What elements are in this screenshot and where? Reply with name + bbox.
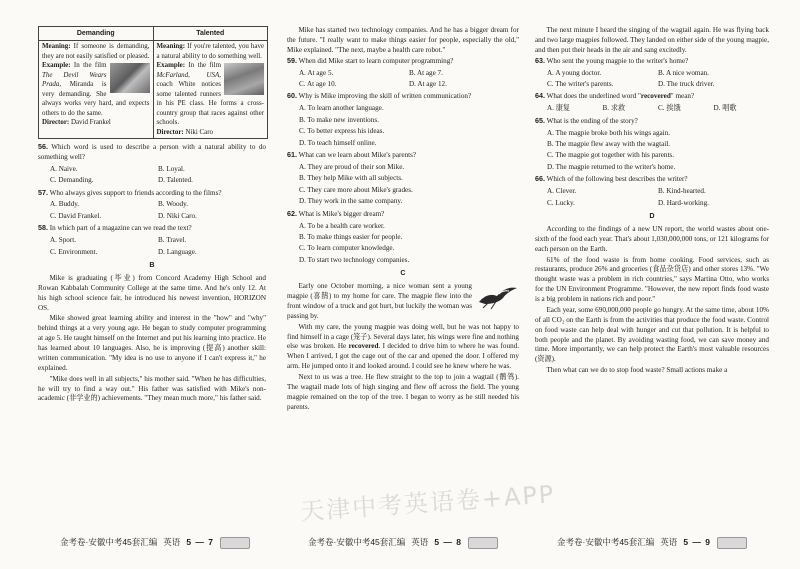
meaning-text: If someone is demanding, they are not easily satisfied or pleased. xyxy=(42,42,150,60)
footer-subject: 英语 xyxy=(660,537,678,548)
question-text: What is the ending of the story? xyxy=(546,116,638,125)
question-text: Why is Mike improving the skill of written communication? xyxy=(298,92,472,101)
section-label-b: B xyxy=(149,261,155,270)
director-name: David Frankel xyxy=(70,118,111,127)
option[interactable]: D. Hard-working. xyxy=(658,198,709,207)
meaning-label: Meaning xyxy=(42,42,69,51)
meaning-label: Meaning xyxy=(156,42,183,51)
director-label: Director xyxy=(42,118,67,127)
example-label: Example xyxy=(156,61,183,70)
option[interactable]: B. 求救 xyxy=(602,104,626,113)
option[interactable]: B. Woody. xyxy=(158,200,188,209)
question-62: 62. What is Mike's bigger dream? A. To be a health care worker. B. To make things easier for people. C. To learn computer knowledge. D. To start two technology companies. xyxy=(287,210,519,267)
passage-paragraph: Mike showed great learning ability and interest in the "how" and "why" behind things at a very young age. He began to study computer programming at age 5. He taught himself on the Internet and put his learning into practice. He has learned about 10 languages. Also, he is improving (提高) another skill: written communication. "My idea is no use to anyone if I can't express it," he explained. xyxy=(38,314,266,372)
option[interactable]: C. At age 10. xyxy=(299,79,337,88)
option[interactable]: A. Sport. xyxy=(50,236,76,245)
option[interactable]: A. 康复 xyxy=(547,104,571,113)
option[interactable]: A. Buddy. xyxy=(50,200,80,209)
footer-subject: 英语 xyxy=(163,537,181,548)
option[interactable]: C. They care more about Mike's grades. xyxy=(299,185,413,194)
question-57: 57. Who always gives support to friends according to the films? A. Buddy. B. Woody. C. David Frankel. D. Niki Caro. xyxy=(38,189,266,223)
option[interactable]: B. Loyal. xyxy=(158,164,185,173)
column-left xyxy=(38,26,266,405)
watermark: 天津中考英语卷+APP xyxy=(299,480,557,526)
table-header-demanding: Demanding xyxy=(39,27,154,41)
question-59: 59. When did Mike start to learn computer programming? A. At age 5. B. At age 7. C. At age 10. D. At age 12. xyxy=(287,57,519,91)
option[interactable]: D. At age 12. xyxy=(409,79,447,88)
publisher-logo-icon xyxy=(220,537,250,549)
meaning-text: If you're talented, you have a natural ability to do something well. xyxy=(156,42,264,60)
table-cell-talented: Meaning: If you're talented, you have a natural ability to do something well. Example: In the film McFarland, USA, coach White notices some talented runners in his PE class. He forms a cross-country group that races against other schools. Director: Niki Caro xyxy=(153,41,268,139)
option[interactable]: A. They are proud of their son Mike. xyxy=(299,162,405,171)
question-text: What is Mike's bigger dream? xyxy=(298,209,385,218)
passage-paragraph: Then what can we do to stop food waste? Small actions make a xyxy=(546,366,728,375)
column-right xyxy=(535,26,769,377)
passage-paragraph: Mike is graduating (毕业) from Concord Academy High School and Rowan Kabbalah Community College at the same time. And he's only 12. At his high school science fair, he introduced his newest invention, HORIZON OS. xyxy=(38,273,266,312)
option[interactable]: C. David Frankel. xyxy=(50,211,102,220)
option[interactable]: C. The magpie got together with his parents. xyxy=(547,151,674,160)
footer-page-number: 5 — 9 xyxy=(683,537,711,548)
option[interactable]: D. The magpie returned to the writer's home. xyxy=(547,162,676,171)
footer-title: 金考卷·安徽中考45套汇编 xyxy=(308,537,406,548)
publisher-logo-icon xyxy=(468,537,498,549)
question-66: 66. Which of the following best describes the writer? A. Clever. B. Kind-hearted. C. Lucky. D. Hard-working. xyxy=(535,175,769,209)
option[interactable]: B. The magpie flew away with the wagtail. xyxy=(547,140,671,148)
option[interactable]: A. To learn another language. xyxy=(299,104,384,113)
footer-page-number: 5 — 7 xyxy=(186,537,214,548)
passage-paragraph: According to the findings of a new UN report, the world wastes about one-sixth of the food each year. That's about 1,030,000,000 tons, or 121 kilograms for each person on the Earth. xyxy=(535,224,769,253)
magpie-bird-icon xyxy=(475,282,519,310)
option[interactable]: C. Environment. xyxy=(50,247,98,256)
option[interactable]: D. They work in the same company. xyxy=(299,197,403,206)
option[interactable]: A. To be a health care worker. xyxy=(299,221,385,230)
option[interactable]: A. A young doctor. xyxy=(547,68,602,77)
option[interactable]: A. At age 5. xyxy=(299,68,334,77)
option[interactable]: C. To better express his ideas. xyxy=(299,127,385,136)
option[interactable]: C. 挨饿 xyxy=(658,104,681,113)
passage-paragraph: "Mike does well in all subjects," his mother said. "When he has difficulties, he will try to find a way out." His father was satisfied with Mike's non-academic (非学业的) achievements. "They mean much more," his father said. xyxy=(38,374,266,403)
passage-paragraph: The next minute I heard the singing of the wagtail again. He was flying back and two large magpies followed. They landed on either side of the young magpie, and then put their heads in the air and sang excitedly. xyxy=(535,26,769,54)
film-still-photo xyxy=(110,63,150,93)
table-cell-demanding: Meaning: If someone is demanding, they are not easily satisfied or pleased. Example: In the film The Devil Wears Prada, Miranda is very demanding. She always works very hard, and expects others to do the same. Director: David Frankel xyxy=(39,41,154,139)
option[interactable]: D. To start two technology companies. xyxy=(299,255,410,264)
question-text: Which word is used to describe a person with a natural ability to do something well? xyxy=(38,142,267,161)
passage-paragraph: Mike has started two technology companies. And he has a bigger dream for the future. "I really want to make things easier for people, especially the old," Mike explained. "The next, maybe a health care robot." xyxy=(287,26,519,54)
question-group-a xyxy=(38,143,266,258)
example-label: Example xyxy=(42,61,69,70)
section-label-d: D xyxy=(649,212,655,221)
column-middle xyxy=(287,26,519,414)
footer-page-number: 5 — 8 xyxy=(434,537,462,548)
option[interactable]: A. The magpie broke both his wings again. xyxy=(547,128,671,137)
question-63: 63. Who sent the young magpie to the writer's home? A. A young doctor. B. A nice woman. C. The writer's parents. D. The truck driver. xyxy=(535,57,769,91)
question-61: 61. What can we learn about Mike's parents? A. They are proud of their son Mike. B. They help Mike with all subjects. C. They care more about Mike's grades. D. They work in the same company. xyxy=(287,151,519,208)
option[interactable]: D. Niki Caro. xyxy=(158,211,197,220)
option[interactable]: C. To learn computer knowledge. xyxy=(299,244,395,253)
option[interactable]: B. They help Mike with all subjects. xyxy=(299,174,403,183)
option[interactable]: B. A nice woman. xyxy=(658,68,709,77)
page-footer xyxy=(308,537,498,549)
option[interactable]: B. Kind-hearted. xyxy=(658,187,706,196)
question-text: Who always gives support to friends according to the films? xyxy=(49,188,222,197)
passage-paragraph: Early one October morning, a nice woman sent a young magpie (喜鹊) to my home for care. The magpie flew into the front window of a truck and got hurt, but luckily the woman was passing by. xyxy=(287,282,519,322)
film-still-photo xyxy=(224,63,264,95)
footer-title: 金考卷·安徽中考45套汇编 xyxy=(557,537,655,548)
question-60: 60. Why is Mike improving the skill of written communication? A. To learn another language. B. To make new inventions. C. To better express his ideas. D. To teach himself online. xyxy=(287,92,519,149)
question-64: 64. What does the underlined word "recovered" mean? A. 康复 B. 求救 C. 挨饿 D. 唱歌 xyxy=(535,92,769,114)
question-56: 56. Which word is used to describe a person with a natural ability to do something well? A. Naive. B. Loyal. C. Demanding. D. Talented. xyxy=(38,143,266,187)
question-text: In which part of a magazine can we read the text? xyxy=(49,224,192,233)
option[interactable]: D. To teach himself online. xyxy=(299,138,377,147)
question-58: 58. In which part of a magazine can we read the text? A. Sport. B. Travel. C. Environment. D. Language. xyxy=(38,224,266,258)
question-text: Which of the following best describes the writer? xyxy=(546,175,688,184)
footer-subject: 英语 xyxy=(411,537,429,548)
question-text: Who sent the young magpie to the writer's home? xyxy=(546,56,689,65)
publisher-logo-icon xyxy=(717,537,747,549)
option[interactable]: D. 唱歌 xyxy=(713,104,737,113)
underlined-word: recovered xyxy=(640,92,671,101)
option[interactable]: A. Clever. xyxy=(547,187,577,196)
passage-paragraph: With my care, the young magpie was doing well, but he was not happy to find himself in a cage (笼子). Several days later, his wings were fine and nothing else was broken. He recovered. I decided to drive him to where he was found. When I arrived, I got the cage out of the car and opened the door. I offered my arm. He jumped onto it and looked around. I could see he knew where he was. xyxy=(287,322,519,371)
option[interactable]: B. At age 7. xyxy=(409,68,443,77)
option[interactable]: D. Talented. xyxy=(158,176,193,185)
option[interactable]: B. Travel. xyxy=(158,236,187,245)
option[interactable]: D. Language. xyxy=(158,247,197,256)
page-footer xyxy=(60,537,250,549)
option[interactable]: B. To make things easier for people. xyxy=(299,232,403,241)
table-header-talented: Talented xyxy=(153,27,268,41)
passage-paragraph: 61% of the food waste is from home cooking. Food services, such as restaurants, produce 26% and groceries (食品杂货店) and other stores 13%. "We thought waste was a problem in rich countries," says Martina Otto, who works for the UN Environment Programme. "However, the new report finds food waste is a big problem in nations rich and poor." xyxy=(535,255,769,304)
passage-paragraph: Each year, some 690,000,000 people go hungry. At the same time, about 10% of all CO₂ on the Earth is from the activities that produce the food waste. Control on food waste can help deal with hunger and cut that pollution. It is helpful to both people and the planet. By avoiding wasting food, we can save money and time. More importantly, we can help protect the Earth's most valuable resources (资源). xyxy=(535,305,769,364)
option[interactable]: C. Demanding. xyxy=(50,176,94,185)
film-table xyxy=(38,26,268,139)
film-title: McFarland, USA xyxy=(156,70,220,79)
option[interactable]: A. Naive. xyxy=(50,164,78,173)
director-name: Niki Caro xyxy=(185,127,214,136)
footer-title: 金考卷·安徽中考45套汇编 xyxy=(60,537,158,548)
page-footer xyxy=(557,537,747,549)
question-text: When did Mike start to learn computer programming? xyxy=(298,56,454,65)
film-title: The Devil Wears Prada xyxy=(42,70,107,89)
section-label-c: C xyxy=(400,269,406,278)
underlined-word: recovered xyxy=(348,342,379,351)
option[interactable]: B. To make new inventions. xyxy=(299,115,379,124)
option[interactable]: C. Lucky. xyxy=(547,198,575,207)
question-65: 65. What is the ending of the story? A. The magpie broke both his wings again. B. The magpie flew away with the wagtail. C. The magpie got together with his parents. D. The magpie returned to the writer's home. xyxy=(535,117,769,174)
passage-paragraph: Next to us was a tree. He flew straight to the top to join a wagtail (鹡鸰). The wagtail made lots of high singing and flew off across the field. The young magpie remained on the top of the tree. I began to worry as he still needed his parents. xyxy=(287,373,519,411)
option[interactable]: C. The writer's parents. xyxy=(547,79,614,88)
director-label: Director xyxy=(156,127,182,136)
question-text: What can we learn about Mike's parents? xyxy=(298,151,417,159)
option[interactable]: D. The truck driver. xyxy=(658,79,715,88)
